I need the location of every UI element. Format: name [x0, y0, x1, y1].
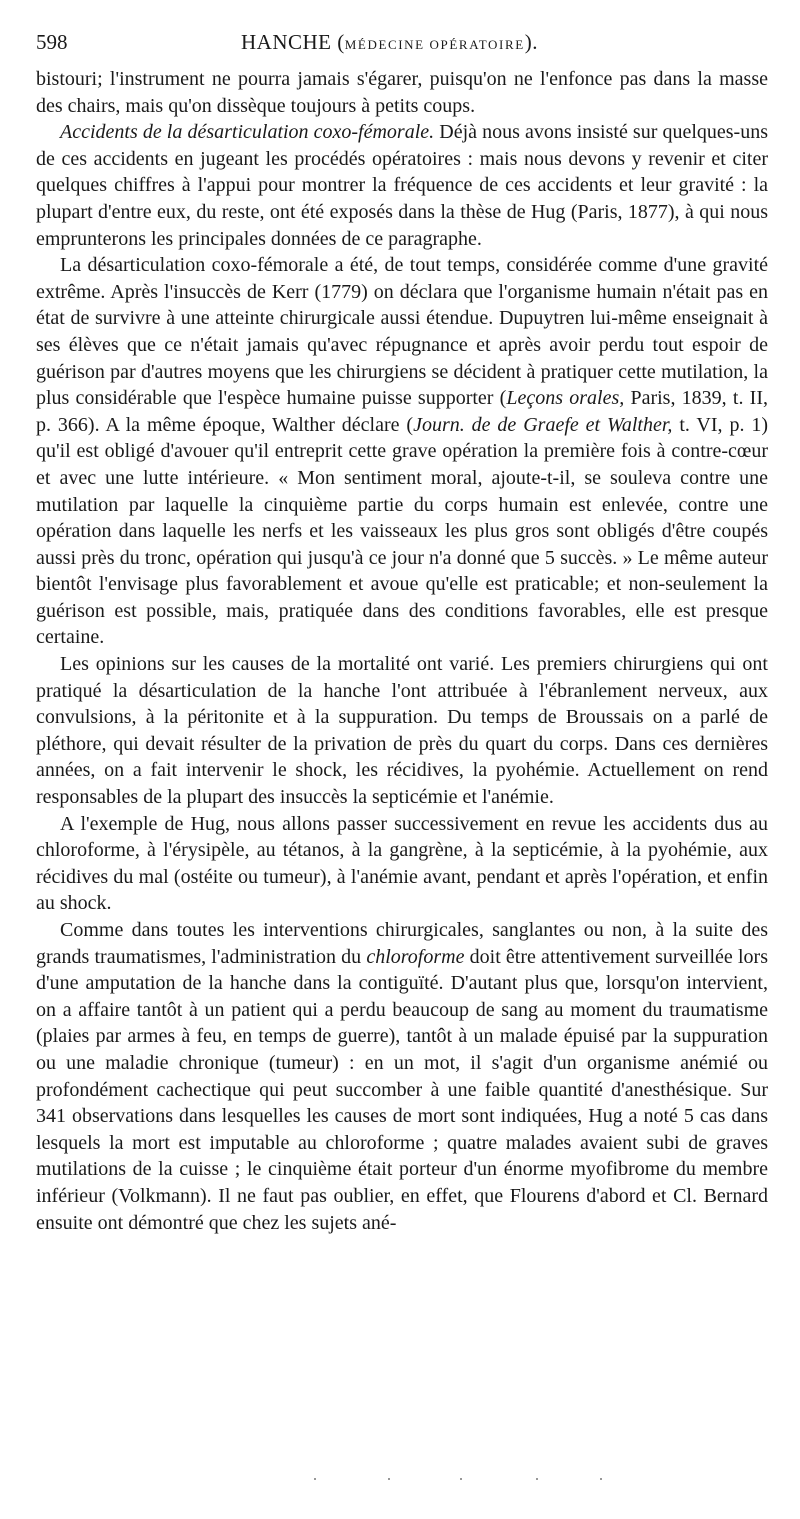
scan-marks [300, 1478, 620, 1484]
page-number: 598 [36, 30, 68, 54]
paragraph-accidents [36, 119, 768, 252]
paragraph-gravity-text-b: Paris, 1839, t. II, p. 366). A la même époque, Walther déclare ( [36, 387, 768, 436]
paragraph-continuation: bistouri; l'instrument ne pourra jamais s'égarer, puisqu'on ne l'enfonce pas dans la masse des chairs, mais qu'on dissèque toujours à petits coups. [36, 68, 768, 117]
term-chloroforme: chloroforme [366, 945, 465, 968]
running-title [241, 30, 538, 55]
paragraph-accidents-text: Déjà nous avons insisté sur quelques-uns de ces accidents en jugeant les procédés opératoires : mais nous devons y revenir et citer quelques chiffres à l'appui pour montrer la fréquence de ces accidents et leur gravité : la plupart d'entre eux, du reste, ont été exposés dans la thèse de Hug (Paris, 1877), à qui nous emprunterons les principales données de ce paragraphe. [36, 121, 768, 250]
scan-speck [536, 1478, 538, 1480]
paragraph-chloroform [36, 917, 768, 1236]
paragraph-chloroform-text-b: doit être attentivement surveillée lors d'une amputation de la hanche dans la contiguïté. D'autant plus que, lorsqu'on intervient, on a affaire tantôt à un patient qui a perdu beaucoup de sang au moment du traumatisme (plaies par armes à feu, en temps de guerre), tantôt à un malade épuisé par la suppuration ou une maladie chronique (tumeur) : en un mot, il s'agit d'un organisme anémié ou profondément cachectique qui peut succomber à une faible quantité d'anesthésique. Sur 341 observations dans lesquelles les causes de mort sont indiquées, Hug a noté 5 cas dans lesquels la mort est imputable au chloroforme ; quatre malades avaient subi de graves mutilations de la cuisse ; le cinquième était porteur d'un énorme myofibrome du membre inférieur (Volkmann). Il ne faut pas oublier, en effet, que Flourens d'abord et Cl. Bernard ensuite ont démontré que chez les sujets ané- [36, 945, 768, 1234]
paragraph-gravity-text-a: La désarticulation coxo-fémorale a été, de tout temps, considérée comme d'une gravité extrême. Après l'insuccès de Kerr (1779) on déclara que l'organisme humain n'était pas en état de survivre à une atteinte chirurgicale aussi étendue. Dupuytren lui-même enseignait à ses élèves que ce n'était jamais qu'avec répugnance et après avoir perdu tout espoir de guérison par d'autres moyens que les chirurgiens se décident à pratiquer cette mutilation, la plus considérable que l'espèce humaine puisse supporter ( [36, 254, 768, 410]
paragraph-hug-review: A l'exemple de Hug, nous allons passer successivement en revue les accidents dus au chloroforme, à l'érysipèle, au tétanos, à la gangrène, à la septicémie, à la pyohémie, aux récidives du mal (ostéite ou tumeur), à l'anémie avant, pendant et après l'opération, et enfin au shock. [36, 812, 768, 915]
paragraph-gravity [36, 252, 768, 651]
scan-speck [314, 1478, 316, 1480]
scan-speck [600, 1478, 602, 1480]
running-header [36, 30, 764, 60]
citation-lecons-orales: Leçons orales, [506, 387, 625, 410]
scan-speck [388, 1478, 390, 1480]
scan-speck [460, 1478, 462, 1480]
body-text [36, 66, 768, 1236]
paragraph-chloroform-text-a: Comme dans toutes les interventions chirurgicales, sanglantes ou non, à la suite des grands traumatismes, l'administration du [36, 919, 768, 968]
citation-journal: Journ. de de Graefe et Walther, [413, 413, 673, 436]
running-title-main: HANCHE [241, 30, 332, 54]
paragraph-mortality-causes: Les opinions sur les causes de la mortalité ont varié. Les premiers chirurgiens qui ont pratiqué la désarticulation de la hanche l'ont attribuée à l'ébranlement nerveux, aux convulsions, à la péritonite et à la suppuration. Du temps de Broussais on a parlé de pléthore, qui devait résulter de la privation de près du quart du corps. Dans ces dernières années, on a fait intervenir le shock, les récidives, la pyohémie. Actuellement on rend responsables de la plupart des insuccès la septicémie et l'anémie. [36, 653, 768, 809]
running-title-close-paren: ). [524, 30, 539, 54]
paragraph-gravity-text-c: t. VI, p. 1) qu'il est obligé d'avouer qu'il entreprit cette grave opération la première fois à contre-cœur et avec une lutte intérieure. « Mon sentiment moral, ajoute-t-il, se souleva contre une mutilation par laquelle la cinquième partie du corps humain est enlevée, contre une opération dans laquelle les nerfs et les vaisseaux les plus gros sont obligés d'être coupés aussi près du tronc, opération qui jusqu'à ce jour n'a donné que 5 succès. » Le même auteur bientôt l'envisage plus favorablement et avoue qu'elle est praticable; et non-seulement la guérison est possible, mais, pratiquée dans des conditions favorables, elle est presque certaine. [36, 413, 769, 649]
running-title-open-paren: ( [337, 30, 345, 54]
section-heading-accidents: Accidents de la désarticulation coxo-fémorale. [60, 121, 435, 144]
running-title-subtitle: MÉDECINE OPÉRATOIRE [344, 37, 525, 52]
